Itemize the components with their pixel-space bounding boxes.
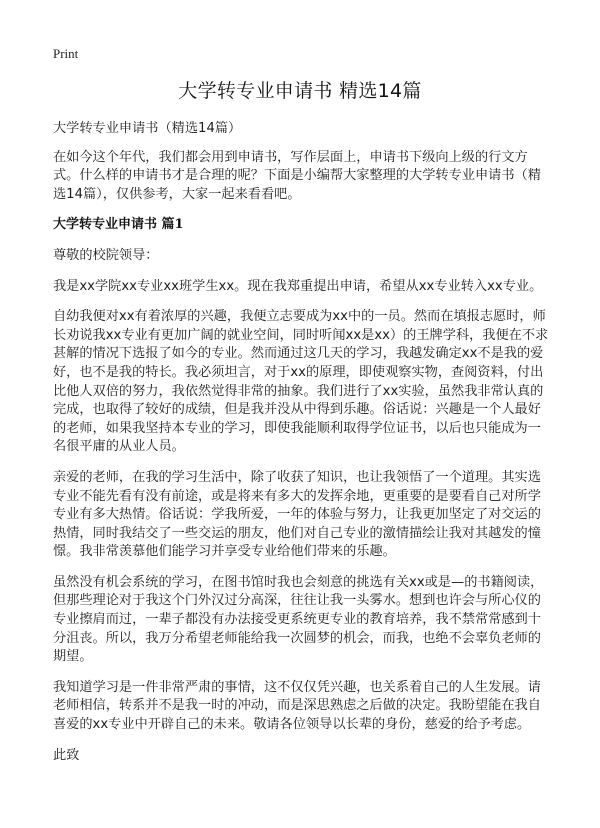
document-body bbox=[53, 120, 553, 765]
body-paragraph: 亲爱的老师，在我的学习生活中，除了收获了知识，也让我领悟了一个道理。其实选专业不能先看有没有前途，或是将来有多大的发挥余地，更重要的是要看自己对所学专业有多大热情。俗话说：学我所爱，一年的体验与努力，让我更加坚定了对交运的热情，同时我结交了一些交运的朋友，他们对自己专业的激情描绘让我对其越发的憧憬。我非常羡慕他们能学习并享受专业给他们带来的乐趣。 bbox=[53, 469, 541, 560]
salutation: 尊敬的校院领导： bbox=[53, 247, 159, 263]
body-paragraph: 虽然没有机会系统的学习，在图书馆时我也会刻意的挑选有关xx或是—的书籍阅读，但那些理论对于我这个门外汉过分高深，往往让我一头雾水。想到也许会与所心仪的专业擦肩而过，一辈子都没有办法接受更系统更专业的教育培养，我不禁常常感到十分沮丧。所以，我万分希望老师能给我一次圆梦的机会，而我，也绝不会辜负老师的期望。 bbox=[53, 574, 544, 665]
intro-paragraph: 在如今这个年代，我们都会用到申请书，写作层面上，申请书下级向上级的行文方式。什么样的申请书才是合理的呢？下面是小编帮大家整理的大学转专业申请书（精选14篇），仅供参考，大家一起来看看吧。 bbox=[53, 149, 541, 202]
print-label[interactable]: Print bbox=[53, 46, 79, 61]
body-paragraph: 我是xx学院xx专业xx班学生xx。现在我郑重提出申请，希望从xx专业转入xx专业。 bbox=[53, 278, 543, 294]
document-title: 大学转专业申请书 精选14篇 bbox=[178, 80, 422, 102]
section-heading: 大学转专业申请书 篇1 bbox=[53, 217, 184, 233]
document-subtitle: 大学转专业申请书（精选14篇） bbox=[53, 121, 242, 136]
closing-line: 此致 bbox=[53, 747, 80, 763]
body-paragraph: 我知道学习是一件非常严肃的事情，这不仅仅凭兴趣，也关系着自己的人生发展。请老师相信，转系并不是我一时的冲动，而是深思熟虑之后做的决定。我盼望能在我自喜爱的xx专业中开辟自己的未来。敬请各位领导以长辈的身份，慈爱的给予考虑。 bbox=[53, 679, 541, 733]
body-paragraph: 自幼我便对xx有着浓厚的兴趣，我便立志要成为xx中的一员。然而在填报志愿时，师长劝说我xx专业有更加广阔的就业空间，同时听闻xx是xx）的王牌学科，我便在不求甚解的情况下选报了如今的专业。然而通过这几天的学习，我越发确定xx不是我的爱好，也不是我的特长。我必须坦言，对于xx的原理，即使观察实物，查阅资料，付出比他人双倍的努力，我依然觉得非常的抽象。我们进行了xx实验，虽然我非常认真的完成，也取得了较好的成绩，但是我并没从中得到乐趣。俗话说：兴趣是一个人最好的老师，如果我坚持本专业的学习，即使我能顺利取得学位证书，以后也只能成为一名很平庸的从业人员。 bbox=[53, 309, 549, 455]
